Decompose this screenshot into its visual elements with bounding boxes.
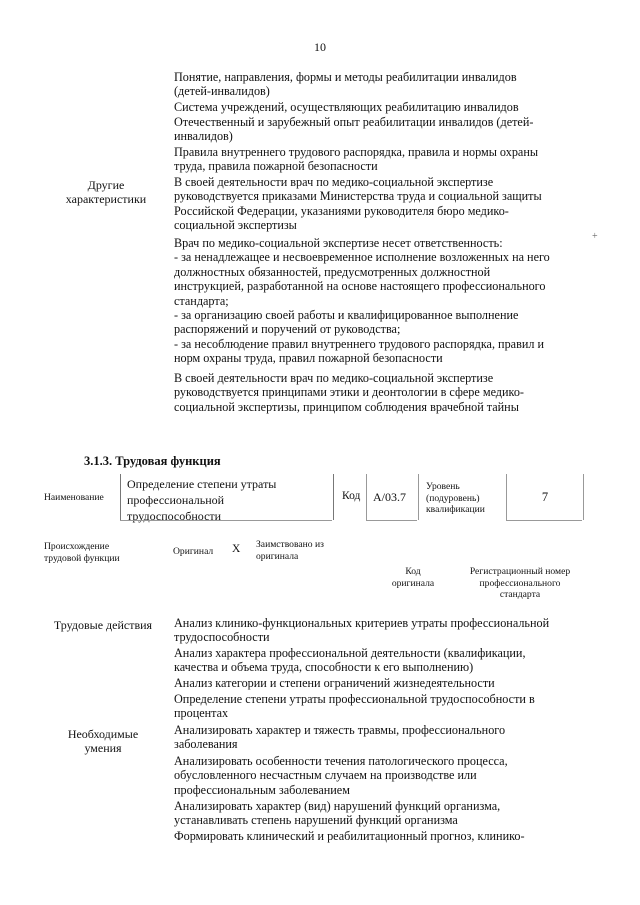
label-line: Другие [87,178,125,192]
label-line: Необходимые [67,727,139,741]
other-para-2 [174,100,584,114]
text-line: Анализировать характер и тяжесть травмы, профессионального [174,723,506,737]
text-line: норм охраны труда, правил пожарной безопасности [174,351,443,366]
label-line: умения [84,741,122,756]
text-line: - за ненадлежащее и несвоевременное исполнение возложенных на него [174,250,550,265]
text-line: инструкцией, разработанной на основе настоящего профессионального [174,279,546,294]
name-underline [120,520,332,521]
label-line: характеристики [65,192,147,207]
level-label-line: (подуровень) [426,492,480,504]
required-skills-label [48,727,158,756]
function-name [127,476,276,524]
level-underline [506,520,582,521]
other-para-7 [174,371,584,414]
origin-label-line: трудовой функции [44,552,120,564]
code-value: A/03.7 [373,490,406,504]
name-line: Определение степени утраты [127,477,277,491]
text-line: Анализировать характер (вид) нарушений функций организма, [174,799,501,813]
code-box [366,474,419,520]
labor-action-item [174,616,584,645]
orig-code-line: оригинала [391,577,435,589]
labor-action-item [174,676,584,690]
text-line: трудоспособности [174,630,270,645]
text-line: Система учреждений, осуществляющих реабилитацию инвалидов [174,100,519,114]
text-line: инвалидов) [174,129,233,144]
name-label: Наименование [44,492,104,503]
level-value: 7 [541,490,549,504]
level-label-line: Уровень [426,481,460,492]
reg-line: Регистрационный номер [469,566,571,577]
other-para-5 [174,175,584,233]
text-line: социальной экспертизы, принципом соблюдения врачебной тайны [174,399,519,414]
text-line: Отечественный и зарубежный опыт реабилитации инвалидов (детей- [174,115,534,129]
text-line: Формировать клинический и реабилитационный прогноз, клинико- [174,829,525,843]
text-line: В своей деятельности врач по медико-социальной экспертизе [174,371,494,385]
labor-action-item [174,692,584,721]
orig-code-line: Код [405,566,421,577]
reg-line: стандарта [499,589,541,600]
page-number: 10 [314,40,326,54]
level-box [506,474,584,520]
text-line: Анализ клинико-функциональных критериев утраты профессиональной [174,616,550,630]
text-line: (детей-инвалидов) [174,84,270,99]
text-line: социальной экспертизы [174,218,297,233]
borrowed-line: Заимствовано из [256,539,324,550]
other-characteristics-label [46,178,166,207]
text-line: заболевания [174,737,238,752]
text-line: распоряжений и поручений от руководства; [174,322,401,337]
skill-item [174,829,584,843]
text-line: руководствуется принципами этики и деонтологии в сфере медико- [174,385,524,400]
labor-action-item [174,646,584,675]
borrowed-line: оригинала [256,550,299,562]
text-line: труда, правила пожарной безопасности [174,159,378,174]
text-line: процентах [174,706,229,721]
borrowed-label [256,539,324,562]
original-label: Оригинал [173,546,214,557]
text-line: руководствуется приказами Министерства труда и социальной защиты [174,189,542,204]
code-label: Код [342,490,361,502]
text-line: обусловленного несчастным случаем на производстве или [174,768,477,783]
level-label [426,481,485,516]
skill-item [174,754,584,797]
stray-mark: + [592,231,598,242]
text-line: качества и объема труда, способности к его выполнению) [174,660,474,675]
level-label-line: квалификации [426,504,485,515]
text-line: В своей деятельности врач по медико-социальной экспертизе [174,175,494,189]
text-line: должностных обязанностей, предусмотренных должностной [174,264,491,279]
text-line: Анализ характера профессиональной деятельности (квалификации, [174,646,526,660]
other-para-1 [174,70,584,99]
skill-item [174,723,584,752]
other-para-4 [174,145,584,174]
text-line: Понятие, направления, формы и методы реабилитации инвалидов [174,70,517,84]
text-line: устанавливать степень нарушений функций организма [174,813,458,828]
name-line: профессиональной [127,493,225,507]
origin-label [44,541,120,564]
text-line: Анализировать особенности течения патологического процесса, [174,754,508,768]
function-name-box [120,474,334,523]
other-para-3 [174,115,584,144]
text-line: Определение степени утраты профессиональной трудоспособности в [174,692,535,706]
original-mark: X [232,543,241,555]
text-line: Правила внутреннего трудового распорядка, правила и нормы охраны [174,145,539,159]
registration-number-label [450,566,590,601]
original-code-label [380,566,446,589]
section-title: 3.1.3. Трудовая функция [84,454,221,468]
text-line: стандарта; [174,293,229,308]
origin-label-line: Происхождение [44,541,110,552]
other-para-6 [174,236,584,366]
skill-item [174,799,584,828]
text-line: Российской Федерации, указаниями руководителя бюро медико- [174,203,509,218]
text-line: Анализ категории и степени ограничений жизнедеятельности [174,676,495,690]
labor-actions-label: Трудовые действия [53,618,153,632]
text-line: - за организацию своей работы и квалифицированное выполнение [174,308,519,323]
text-line: профессиональным заболеванием [174,782,350,797]
text-line: Врач по медико-социальной экспертизе несет ответственность: [174,236,503,250]
text-line: - за несоблюдение правил внутреннего трудового распорядка, правил и [174,336,545,351]
reg-line: профессионального [479,577,561,589]
name-line: трудоспособности [127,509,222,523]
code-underline [366,520,417,521]
